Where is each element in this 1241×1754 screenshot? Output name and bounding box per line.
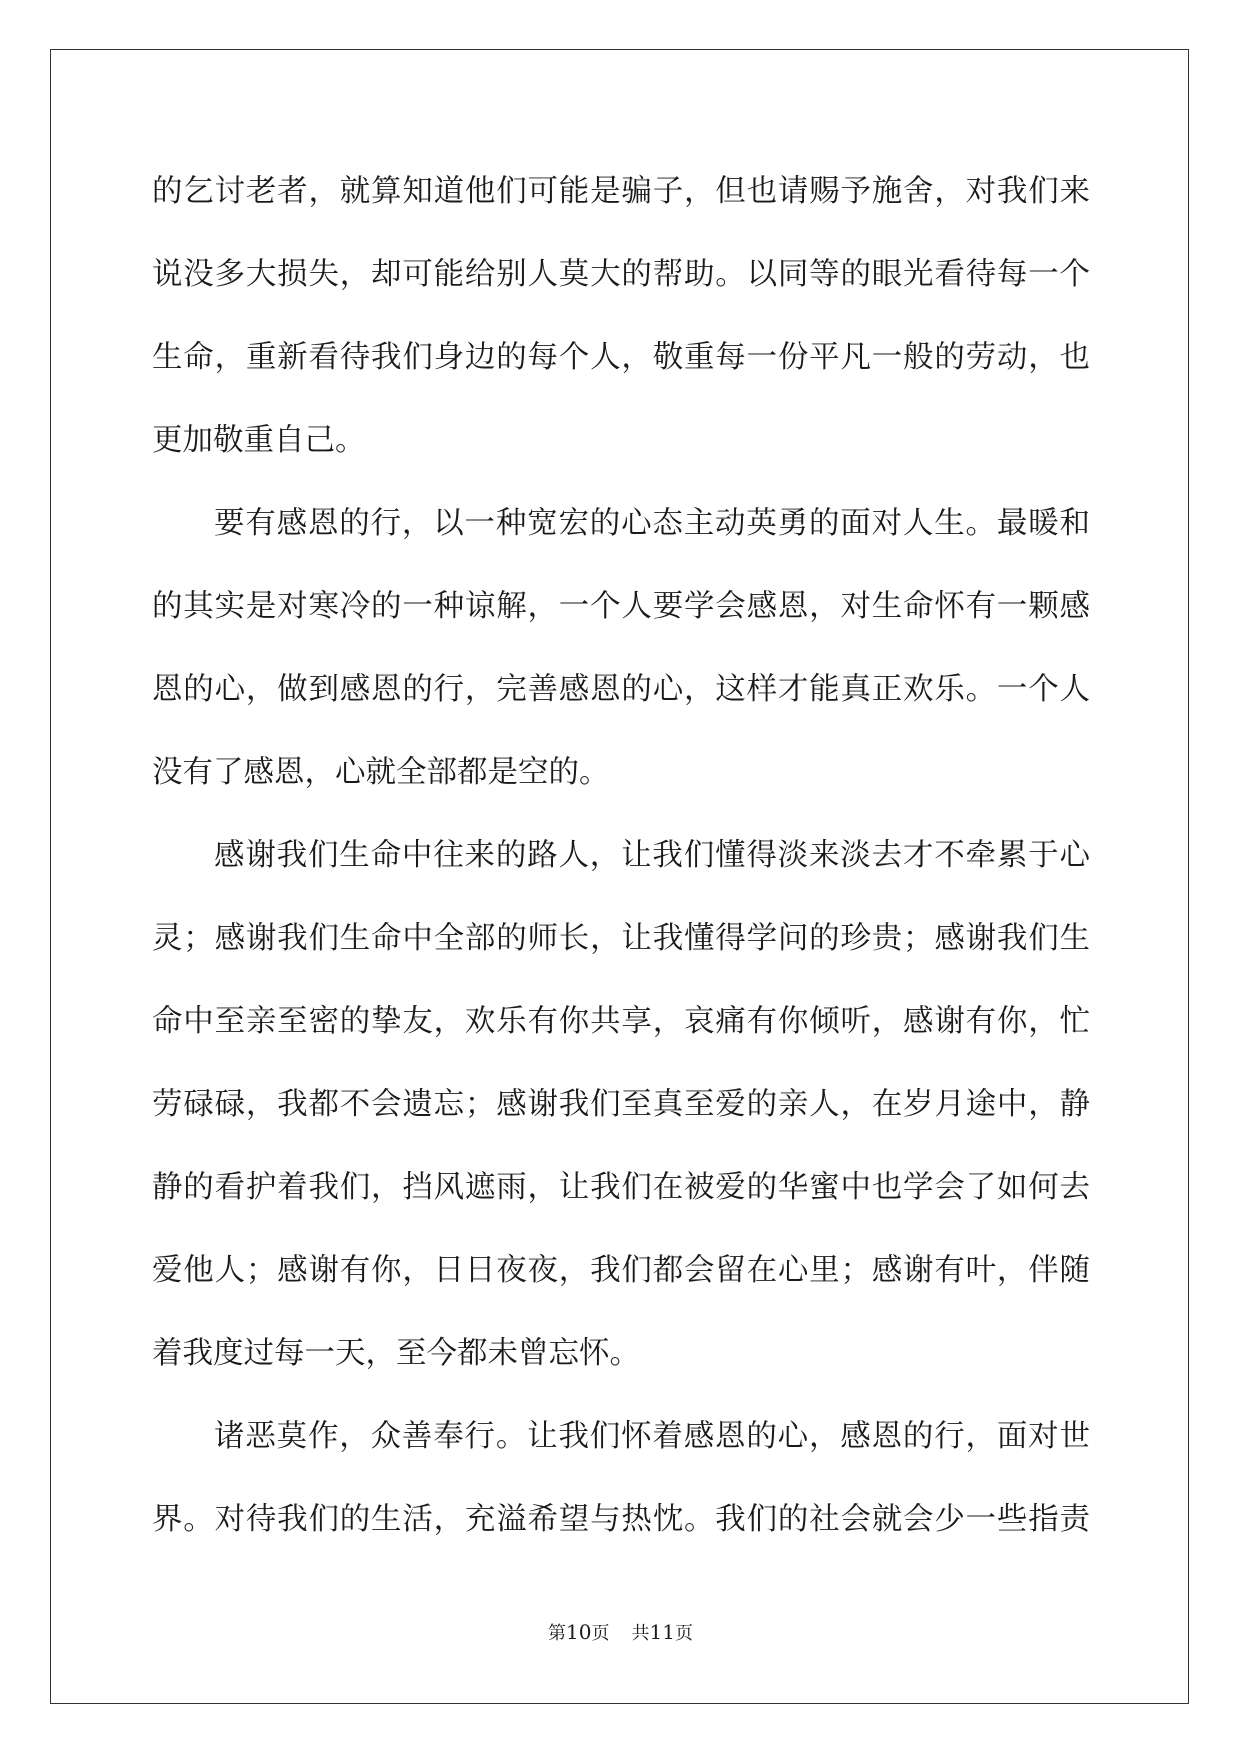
paragraph: [152, 830, 1090, 1411]
footer-prefix: 第: [548, 1623, 567, 1644]
text-line: 着我度过每一天，至今都未曾忘怀。: [152, 1336, 640, 1371]
text-line: 没有了感恩，心就全部都是空的。: [152, 755, 610, 790]
footer-total-prefix: 共: [631, 1623, 650, 1644]
document-body: [152, 166, 1090, 1577]
text-line: 劳碌碌，我都不会遗忘；感谢我们至真至爱的亲人，在岁月途中，静: [152, 1087, 1090, 1122]
text-line: 界。对待我们的生活，充溢希望与热忱。我们的社会就会少一些指责: [152, 1502, 1090, 1537]
text-line: 诸恶莫作，众善奉行。让我们怀着感恩的心，感恩的行，面对世: [214, 1419, 1090, 1454]
text-line: 的其实是对寒冷的一种谅解，一个人要学会感恩，对生命怀有一颗感: [152, 589, 1090, 624]
text-line: 说没多大损失，却可能给别人莫大的帮助。以同等的眼光看待每一个: [152, 257, 1090, 292]
footer-total-pages: 11: [649, 1620, 675, 1644]
footer-page-number: 10: [566, 1620, 592, 1644]
text-line: 静的看护着我们，挡风遮雨，让我们在被爱的华蜜中也学会了如何去: [152, 1170, 1090, 1205]
paragraph: [152, 1411, 1090, 1577]
text-line: 命中至亲至密的挚友，欢乐有你共享，哀痛有你倾听，感谢有你，忙: [152, 1004, 1090, 1039]
text-line: 感谢我们生命中往来的路人，让我们懂得淡来淡去才不牵累于心: [214, 838, 1090, 873]
text-line: 更加敬重自己。: [152, 423, 366, 458]
paragraph: [152, 166, 1090, 498]
text-line: 生命，重新看待我们身边的每个人，敬重每一份平凡一般的劳动，也: [152, 340, 1090, 375]
text-line: 恩的心，做到感恩的行，完善感恩的心，这样才能真正欢乐。一个人: [152, 672, 1090, 707]
text-line: 的乞讨老者，就算知道他们可能是骗子，但也请赐予施舍，对我们来: [152, 174, 1090, 209]
page-footer: [0, 1620, 1241, 1646]
footer-total-suffix: 页: [674, 1623, 693, 1644]
text-line: 爱他人；感谢有你，日日夜夜，我们都会留在心里；感谢有叶，伴随: [152, 1253, 1090, 1288]
text-line: 灵；感谢我们生命中全部的师长，让我懂得学问的珍贵；感谢我们生: [152, 921, 1090, 956]
footer-page-suffix: 页: [591, 1623, 610, 1644]
text-line: 要有感恩的行，以一种宽宏的心态主动英勇的面对人生。最暖和: [214, 506, 1090, 541]
paragraph: [152, 498, 1090, 830]
